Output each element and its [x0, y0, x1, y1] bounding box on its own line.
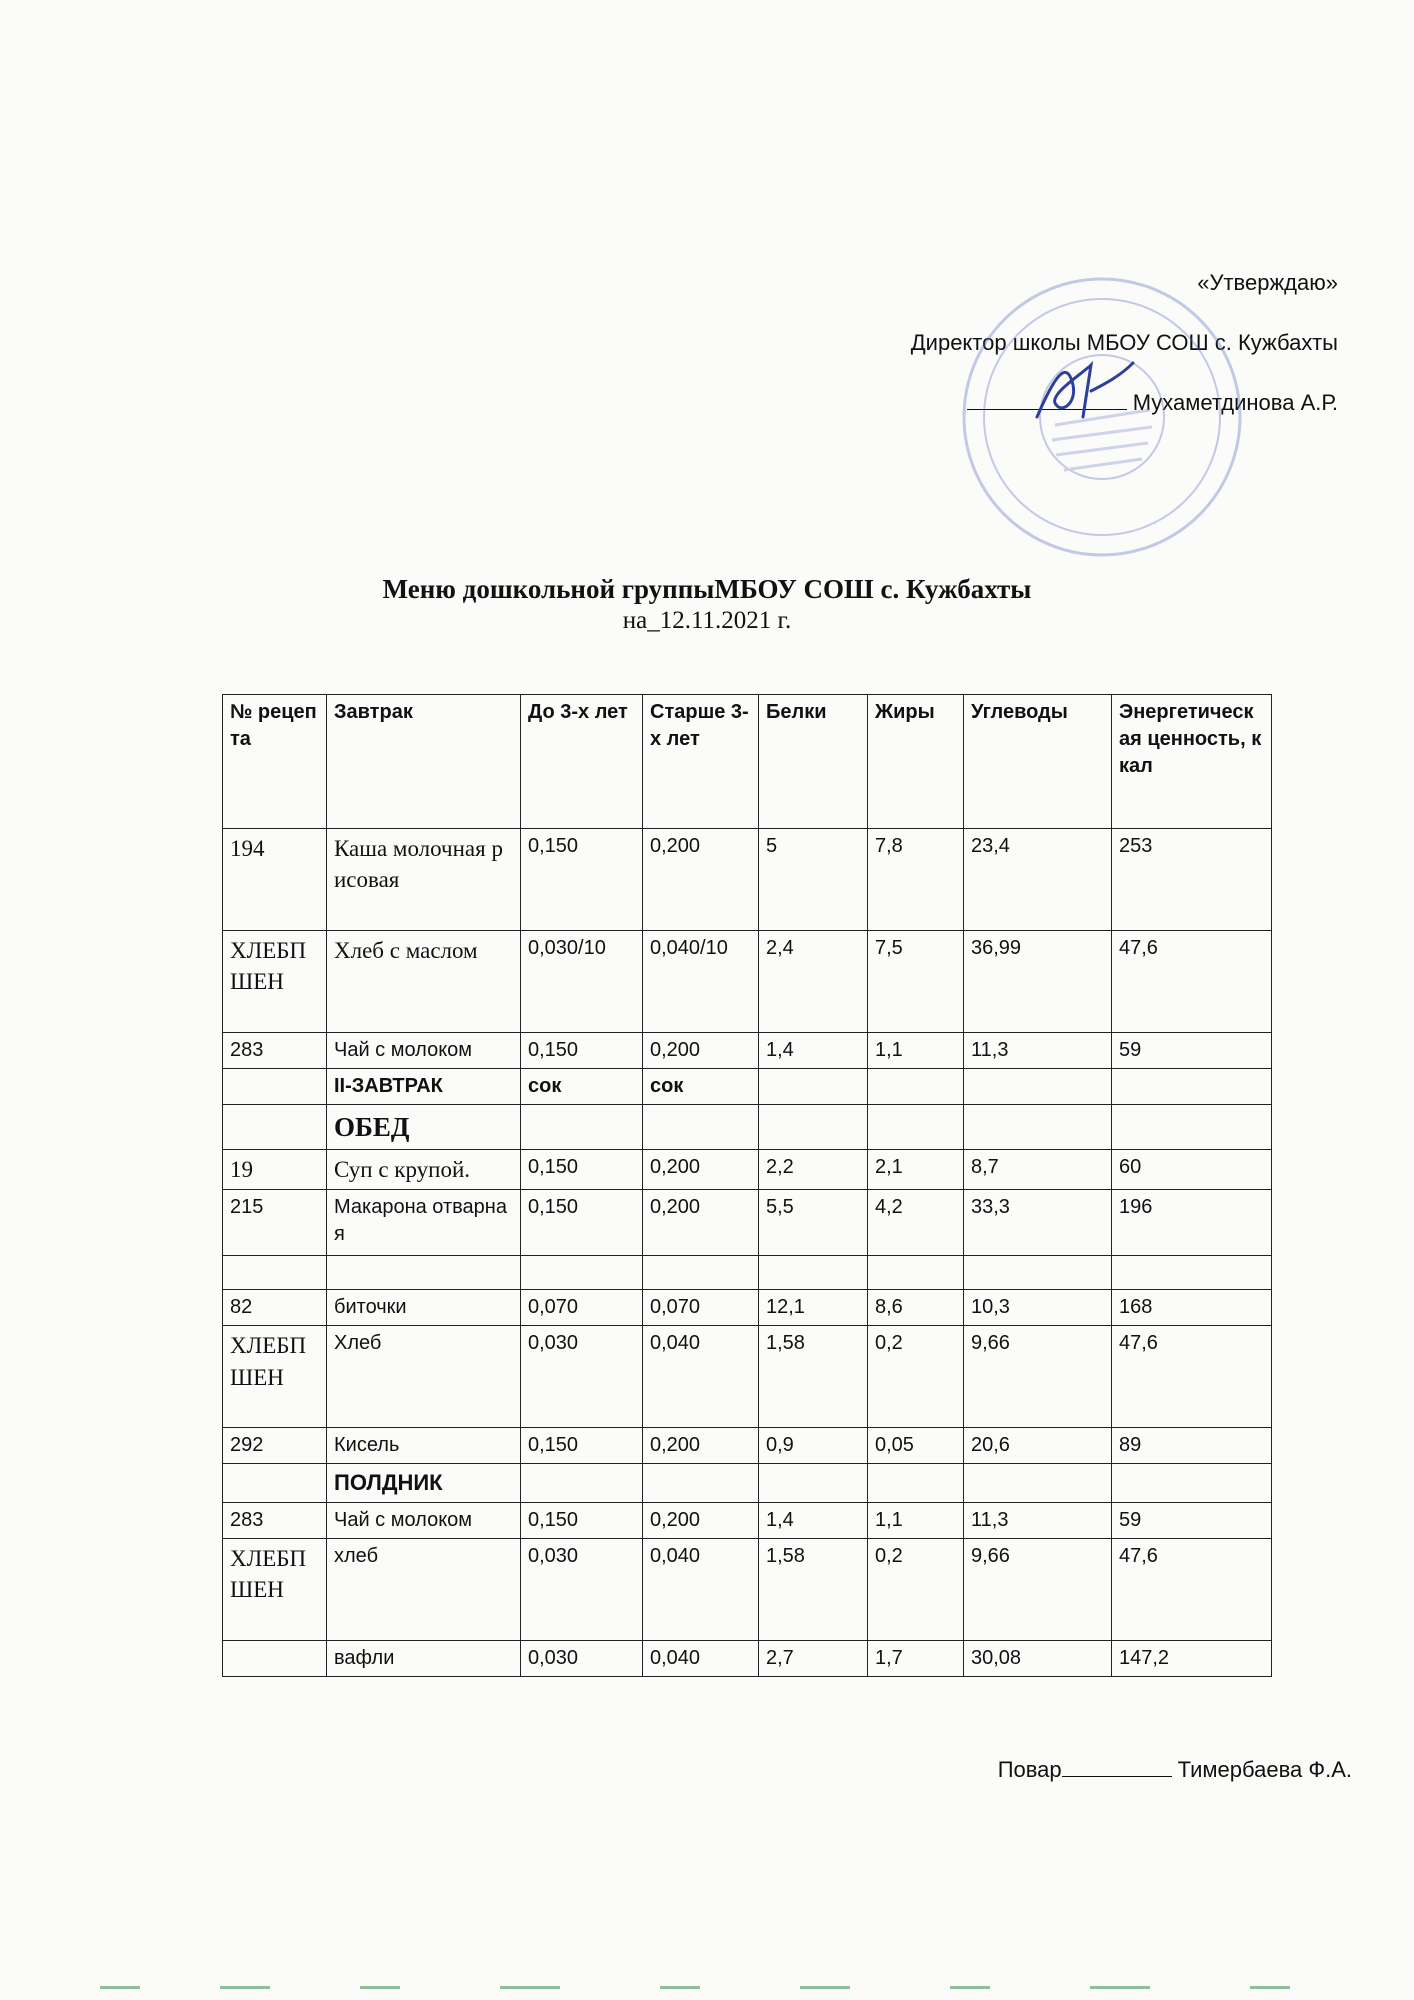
fats: 7,8: [868, 829, 964, 931]
energy-value: 47,6: [1112, 1539, 1272, 1641]
carbohydrates: 20,6: [964, 1428, 1112, 1464]
energy-value: 47,6: [1112, 931, 1272, 1033]
fats: 1,1: [868, 1503, 964, 1539]
recipe-number: 19: [223, 1150, 327, 1190]
dish-name: Макарона отварная: [327, 1190, 521, 1256]
table-row: [223, 1256, 1272, 1290]
portion-under-3: 0,030: [521, 1641, 643, 1677]
proteins: [759, 1464, 868, 1503]
carbohydrates: 10,3: [964, 1290, 1112, 1326]
portion-over-3: [643, 1464, 759, 1503]
portion-over-3: 0,070: [643, 1290, 759, 1326]
signature-line: [1062, 1776, 1172, 1777]
recipe-number: 215: [223, 1190, 327, 1256]
section-second-breakfast: II-ЗАВТРАК: [327, 1069, 521, 1105]
proteins: 2,4: [759, 931, 868, 1033]
carbohydrates: 8,7: [964, 1150, 1112, 1190]
fats: 1,7: [868, 1641, 964, 1677]
carbohydrates: 11,3: [964, 1503, 1112, 1539]
section-lunch: ОБЕД: [327, 1105, 521, 1150]
carbohydrates: [964, 1069, 1112, 1105]
recipe-number: 283: [223, 1503, 327, 1539]
portion-under-3: 0,150: [521, 829, 643, 931]
fats: 0,2: [868, 1326, 964, 1428]
carbohydrates: 36,99: [964, 931, 1112, 1033]
carbohydrates: 9,66: [964, 1326, 1112, 1428]
approval-heading: «Утверждаю»: [1197, 270, 1338, 295]
recipe-number: [223, 1069, 327, 1105]
header-recipe-number: № рецепта: [223, 695, 327, 829]
portion-over-3: 0,200: [643, 1150, 759, 1190]
recipe-number: ХЛЕБПШЕН: [223, 1539, 327, 1641]
table-row: [223, 1503, 1272, 1539]
table-row: [223, 1105, 1272, 1150]
table-row: [223, 1290, 1272, 1326]
carbohydrates: 23,4: [964, 829, 1112, 931]
fats: 7,5: [868, 931, 964, 1033]
recipe-number: ХЛЕБПШЕН: [223, 931, 327, 1033]
table-row: [223, 1464, 1272, 1503]
carbohydrates: [964, 1256, 1112, 1290]
recipe-number: 194: [223, 829, 327, 931]
table-row: [223, 931, 1272, 1033]
carbohydrates: 33,3: [964, 1190, 1112, 1256]
fats: 8,6: [868, 1290, 964, 1326]
cook-signature-line: [998, 1757, 1352, 1783]
portion-over-3: 0,200: [643, 829, 759, 931]
proteins: 1,58: [759, 1539, 868, 1641]
approval-position: Директор школы МБОУ СОШ с. Кужбахты: [910, 330, 1338, 355]
proteins: 0,9: [759, 1428, 868, 1464]
portion-under-3: 0,150: [521, 1428, 643, 1464]
proteins: 1,58: [759, 1326, 868, 1428]
table-row: [223, 829, 1272, 931]
table-row: [223, 1033, 1272, 1069]
portion-over-3: 0,040: [643, 1326, 759, 1428]
dish-name: Суп с крупой.: [327, 1150, 521, 1190]
carbohydrates: 11,3: [964, 1033, 1112, 1069]
energy-value: 59: [1112, 1503, 1272, 1539]
portion-over-3: 0,200: [643, 1190, 759, 1256]
carbohydrates: 30,08: [964, 1641, 1112, 1677]
energy-value: 168: [1112, 1290, 1272, 1326]
dish-name: Чай с молоком: [327, 1503, 521, 1539]
header-under-3: До 3-х лет: [521, 695, 643, 829]
proteins: [759, 1069, 868, 1105]
cook-name: Тимербаева Ф.А.: [1177, 1757, 1352, 1782]
fats: [868, 1464, 964, 1503]
dish-name: вафли: [327, 1641, 521, 1677]
dish-name: биточки: [327, 1290, 521, 1326]
dish-name: Хлеб: [327, 1326, 521, 1428]
header-fats: Жиры: [868, 695, 964, 829]
dish-name: Хлеб с маслом: [327, 931, 521, 1033]
header-breakfast: Завтрак: [327, 695, 521, 829]
energy-value: 60: [1112, 1150, 1272, 1190]
header-carbohydrates: Углеводы: [964, 695, 1112, 829]
recipe-number: [223, 1464, 327, 1503]
energy-value: [1112, 1256, 1272, 1290]
energy-value: 147,2: [1112, 1641, 1272, 1677]
table-row: [223, 1326, 1272, 1428]
portion-under-3: 0,150: [521, 1033, 643, 1069]
portion-under-3: [521, 1256, 643, 1290]
portion-over-3: 0,040: [643, 1641, 759, 1677]
header-proteins: Белки: [759, 695, 868, 829]
portion-under-3: 0,030: [521, 1326, 643, 1428]
portion-over-3: [643, 1105, 759, 1150]
proteins: [759, 1256, 868, 1290]
dish-name: [327, 1256, 521, 1290]
dish-name: Чай с молоком: [327, 1033, 521, 1069]
carbohydrates: [964, 1464, 1112, 1503]
table-row: [223, 1150, 1272, 1190]
menu-table: [222, 694, 1272, 1677]
table-header-row: [223, 695, 1272, 829]
header-energy-value: Энергетическая ценность, ккал: [1112, 695, 1272, 829]
energy-value: 59: [1112, 1033, 1272, 1069]
fats: 2,1: [868, 1150, 964, 1190]
fats: 0,2: [868, 1539, 964, 1641]
carbohydrates: 9,66: [964, 1539, 1112, 1641]
recipe-number: [223, 1641, 327, 1677]
table-row: [223, 1539, 1272, 1641]
proteins: 1,4: [759, 1033, 868, 1069]
fats: 1,1: [868, 1033, 964, 1069]
recipe-number: 82: [223, 1290, 327, 1326]
portion-over-3: 0,200: [643, 1503, 759, 1539]
recipe-number: [223, 1256, 327, 1290]
proteins: 5: [759, 829, 868, 931]
dish-name: хлеб: [327, 1539, 521, 1641]
section-afternoon-snack: ПОЛДНИК: [327, 1464, 521, 1503]
table-row: [223, 1190, 1272, 1256]
energy-value: [1112, 1105, 1272, 1150]
proteins: 12,1: [759, 1290, 868, 1326]
header-over-3: Старше 3-х лет: [643, 695, 759, 829]
proteins: 2,7: [759, 1641, 868, 1677]
recipe-number: 292: [223, 1428, 327, 1464]
dish-name: Каша молочная рисовая: [327, 829, 521, 931]
portion-over-3: 0,200: [643, 1428, 759, 1464]
portion-under-3: 0,150: [521, 1190, 643, 1256]
portion-over-3: 0,200: [643, 1033, 759, 1069]
table-row: [223, 1428, 1272, 1464]
fats: [868, 1256, 964, 1290]
energy-value: 196: [1112, 1190, 1272, 1256]
proteins: 1,4: [759, 1503, 868, 1539]
proteins: 2,2: [759, 1150, 868, 1190]
proteins: [759, 1105, 868, 1150]
portion-under-3: 0,150: [521, 1503, 643, 1539]
energy-value: 47,6: [1112, 1326, 1272, 1428]
portion-over-3: 0,040/10: [643, 931, 759, 1033]
fats: 4,2: [868, 1190, 964, 1256]
proteins: 5,5: [759, 1190, 868, 1256]
portion-over-3: сок: [643, 1069, 759, 1105]
fats: [868, 1069, 964, 1105]
table-row: [223, 1641, 1272, 1677]
portion-under-3: 0,030/10: [521, 931, 643, 1033]
menu-date: на_12.11.2021 г.: [622, 607, 792, 634]
portion-under-3: 0,070: [521, 1290, 643, 1326]
recipe-number: ХЛЕБПШЕН: [223, 1326, 327, 1428]
cook-label: Повар: [997, 1757, 1062, 1782]
portion-under-3: 0,150: [521, 1150, 643, 1190]
energy-value: 89: [1112, 1428, 1272, 1464]
portion-under-3: [521, 1464, 643, 1503]
portion-over-3: [643, 1256, 759, 1290]
recipe-number: [223, 1105, 327, 1150]
portion-over-3: 0,040: [643, 1539, 759, 1641]
carbohydrates: [964, 1105, 1112, 1150]
page-title: Меню дошкольной группыМБОУ СОШ с. Кужбахты: [382, 574, 1032, 604]
dish-name: Кисель: [327, 1428, 521, 1464]
portion-under-3: сок: [521, 1069, 643, 1105]
energy-value: 253: [1112, 829, 1272, 931]
portion-under-3: 0,030: [521, 1539, 643, 1641]
energy-value: [1112, 1069, 1272, 1105]
approval-name: Мухаметдинова А.Р.: [1132, 390, 1338, 415]
fats: 0,05: [868, 1428, 964, 1464]
scan-edge-marks: [100, 1985, 1330, 1991]
fats: [868, 1105, 964, 1150]
portion-under-3: [521, 1105, 643, 1150]
energy-value: [1112, 1464, 1272, 1503]
recipe-number: 283: [223, 1033, 327, 1069]
director-signature: [1025, 355, 1145, 430]
table-row: [223, 1069, 1272, 1105]
